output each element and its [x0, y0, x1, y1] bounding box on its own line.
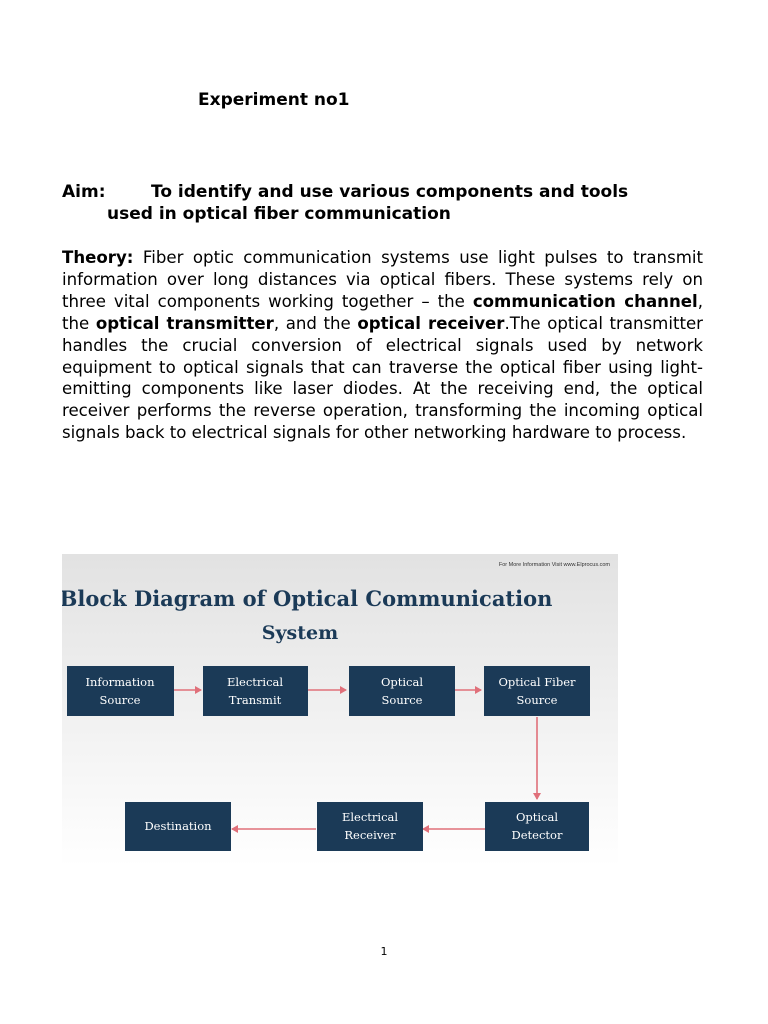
block-destination-line1: Destination	[144, 819, 212, 833]
theory-text-2: , the	[62, 291, 703, 333]
block-optical-fiber-source-line1: Optical Fiber	[498, 675, 576, 689]
term-optical-receiver: optical receiver	[357, 313, 505, 333]
diagram-title-line1: Block Diagram of Optical Communication	[62, 586, 553, 611]
block-electrical-transmit-line1: Electrical	[226, 675, 284, 689]
block-diagram-svg	[62, 554, 618, 867]
page-number: 1	[380, 945, 388, 958]
block-destination	[125, 802, 231, 851]
block-optical-detector	[485, 802, 589, 851]
aim-section	[62, 181, 722, 225]
block-optical-source-line2: Source	[381, 693, 423, 707]
term-optical-transmitter: optical transmitter	[95, 313, 274, 333]
source-note: For More Information Visit www.Elprocus.com	[498, 562, 610, 568]
block-information-source-box	[67, 666, 174, 716]
block-optical-source-line1: Optical	[380, 675, 424, 689]
aim-label: Aim:	[62, 182, 106, 202]
block-electrical-transmit	[203, 666, 308, 716]
theory-text-3: , and the	[273, 313, 358, 333]
document-title: Experiment no1	[198, 90, 350, 110]
block-information-source-line2: Source	[99, 693, 141, 707]
term-communication-channel: communication channel	[472, 291, 698, 311]
block-optical-detector-line2: Detector	[511, 828, 563, 842]
block-information-source	[67, 666, 174, 716]
block-electrical-transmit-line2: Transmit	[228, 693, 282, 707]
aim-text-line1: To identify and use various components and tools	[151, 182, 629, 202]
block-electrical-transmit-box	[203, 666, 308, 716]
block-optical-detector-line1: Optical	[515, 810, 559, 824]
theory-label: Theory:	[62, 248, 134, 267]
block-electrical-receiver-line2: Receiver	[344, 828, 396, 842]
block-electrical-receiver-line1: Electrical	[341, 810, 399, 824]
theory-paragraph	[62, 247, 703, 444]
diagram-title-line2: System	[261, 622, 339, 644]
block-optical-source	[349, 666, 455, 716]
block-optical-fiber-source-line2: Source	[516, 693, 558, 707]
block-diagram-figure	[62, 554, 618, 867]
block-information-source-line1: Information	[85, 675, 155, 689]
block-optical-fiber-source-box	[484, 666, 590, 716]
block-electrical-receiver	[317, 802, 423, 851]
block-optical-source-box	[349, 666, 455, 716]
theory-text-1: Fiber optic communication systems use light pulses to transmit information over long distances via optical fibers. These systems rely on three vital components working together – the	[62, 248, 703, 311]
aim-text-line2: used in optical fiber communication	[107, 204, 451, 224]
block-optical-fiber-source	[484, 666, 590, 716]
theory-text-4: .The optical transmitter handles the crucial conversion of electrical signals used by network equipment to optical signals that can traverse the optical fiber using light-emitting components like laser diodes. At the receiving end, the optical receiver performs the reverse operation, transforming the incoming optical signals back to electrical signals for other networking hardware to process.	[62, 313, 703, 443]
